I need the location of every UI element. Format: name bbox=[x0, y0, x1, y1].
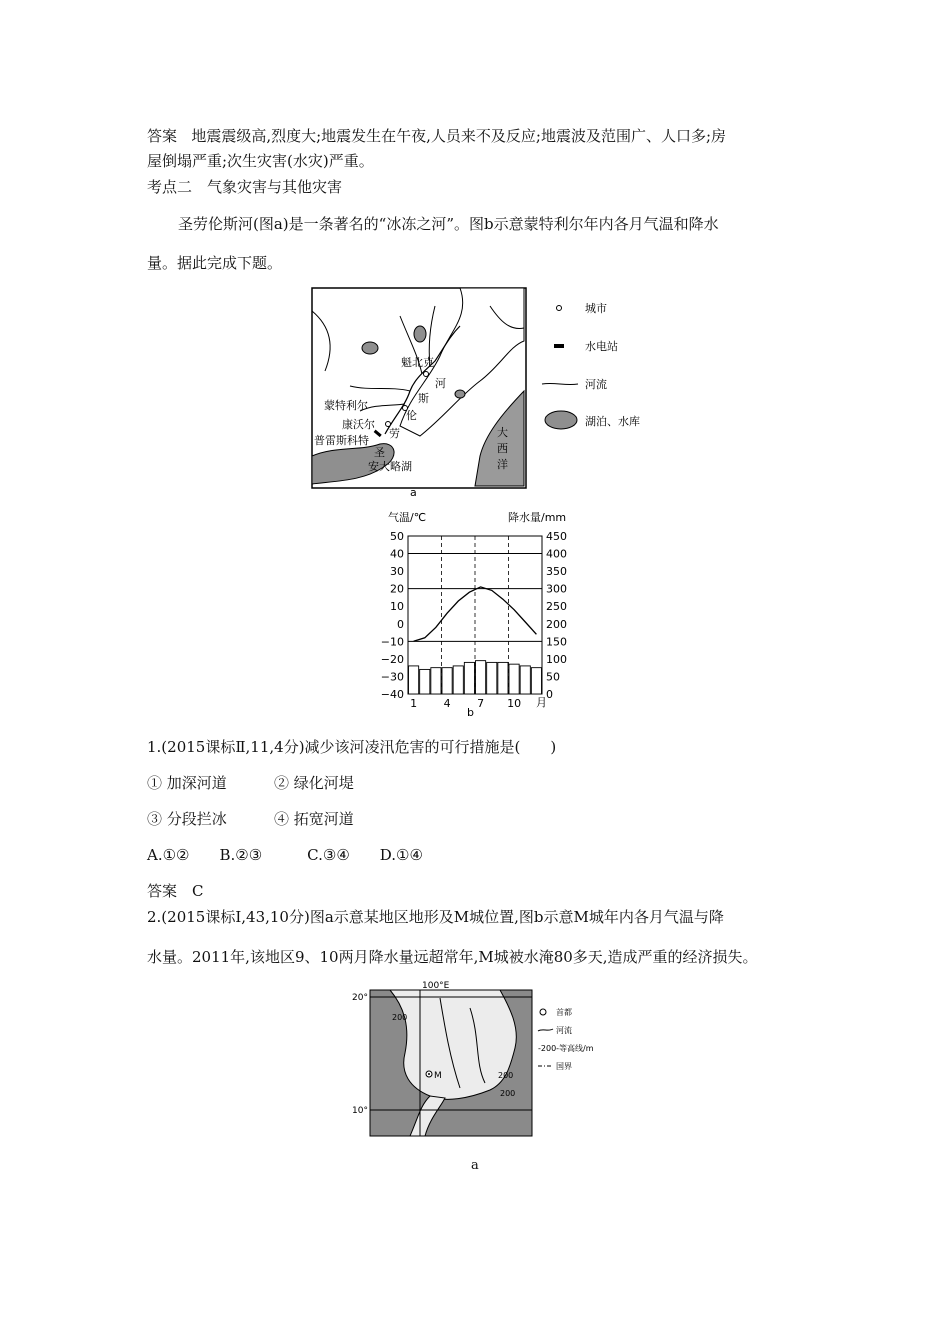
left-tick-label: 50 bbox=[390, 530, 404, 543]
right-tick-label: 250 bbox=[546, 600, 567, 614]
right-tick-label: 150 bbox=[546, 635, 567, 649]
xlabel: 月 bbox=[536, 696, 547, 709]
q2-line1: 2.(2015课标Ⅰ,43,10分)图a示意某地区地形及M城位置,图b示意M城年内各月气温与降 bbox=[147, 908, 724, 926]
label-quebec: 魁北克 bbox=[401, 356, 434, 369]
x-tick-label: 10 bbox=[507, 697, 522, 710]
legend2-capital-icon bbox=[540, 1009, 546, 1015]
legend2-river-icon bbox=[538, 1029, 553, 1031]
precip-bar bbox=[531, 668, 541, 694]
ylabel-left: 气温/℃ bbox=[388, 511, 427, 524]
right-tick-label: 400 bbox=[546, 547, 567, 561]
left-tick-label: −20 bbox=[380, 652, 404, 666]
precip-bar bbox=[509, 664, 519, 694]
answer-label: 答案 bbox=[147, 127, 178, 145]
x-tick-label: 1 bbox=[410, 697, 418, 710]
precip-bar bbox=[453, 666, 463, 694]
climate-chart bbox=[370, 508, 580, 718]
chart-caption: b bbox=[467, 706, 474, 718]
label-ocean-1: 大 bbox=[497, 426, 508, 439]
answer-prev-line2: 屋倒塌严重;次生灾害(水灾)严重。 bbox=[147, 152, 374, 170]
map-2 bbox=[350, 978, 610, 1140]
q1-option-1: ① 加深河道 bbox=[147, 774, 227, 792]
label-river-lao: 劳 bbox=[389, 427, 400, 440]
lon-label: 100°E bbox=[422, 981, 450, 991]
q1-option-2: ② 绿化河堤 bbox=[274, 774, 354, 792]
lat10-label: 10° bbox=[352, 1106, 368, 1116]
label-ocean-3: 洋 bbox=[497, 458, 508, 471]
q1-stem: 1.(2015课标Ⅱ,11,4分)减少该河凌汛危害的可行措施是( ) bbox=[147, 738, 557, 756]
label-river-he: 河 bbox=[435, 377, 446, 390]
precip-bar bbox=[442, 668, 452, 694]
left-tick-label: −30 bbox=[380, 670, 404, 684]
legend2-river: 河流 bbox=[556, 1026, 572, 1035]
right-tick-label: 0 bbox=[546, 688, 553, 701]
legend-station: 水电站 bbox=[585, 340, 618, 353]
legend-city-icon bbox=[557, 306, 562, 311]
legend2-capital: 首都 bbox=[556, 1008, 572, 1017]
legend-river-icon bbox=[542, 383, 578, 384]
legend-lake-icon bbox=[545, 411, 577, 429]
precip-bar bbox=[431, 668, 441, 694]
legend2-contour: -200-等高线/m bbox=[538, 1044, 594, 1053]
intro-line2: 量。据此完成下题。 bbox=[147, 254, 283, 272]
lat20-label: 20° bbox=[352, 993, 368, 1003]
contour-label-3: 200 bbox=[500, 1089, 516, 1098]
q1-answer: 答案 C bbox=[147, 882, 204, 900]
q1-option-4: ④ 拓宽河道 bbox=[274, 810, 354, 828]
precip-bar bbox=[409, 666, 419, 694]
legend-city: 城市 bbox=[585, 302, 607, 315]
lake-small-3 bbox=[455, 390, 465, 398]
right-tick-label: 200 bbox=[546, 617, 567, 631]
x-tick-label: 4 bbox=[443, 697, 451, 710]
left-tick-label: 30 bbox=[390, 565, 404, 579]
right-tick-label: 100 bbox=[546, 652, 567, 666]
section-title: 考点二 气象灾害与其他灾害 bbox=[147, 178, 343, 196]
legend2-border: 国界 bbox=[556, 1062, 572, 1071]
precip-bar bbox=[420, 669, 430, 694]
q1-option-3: ③ 分段拦冰 bbox=[147, 810, 227, 828]
city-m: M bbox=[434, 1071, 442, 1081]
city-cornwall bbox=[386, 422, 391, 427]
precip-bar bbox=[487, 662, 497, 694]
precip-bar bbox=[520, 666, 530, 694]
label-lake: 安大略湖 bbox=[368, 460, 412, 473]
map-a-caption: a bbox=[410, 486, 417, 498]
left-tick-label: −10 bbox=[380, 635, 404, 649]
label-cornwall: 康沃尔 bbox=[342, 418, 375, 431]
label-river-si: 斯 bbox=[418, 392, 429, 405]
ylabel-right: 降水量/mm bbox=[508, 511, 567, 524]
q2-line2: 水量。2011年,该地区9、10两月降水量远超常年,M城被水淹80多天,造成严重的经济损失。 bbox=[147, 948, 758, 966]
map-2-caption: a bbox=[471, 1158, 479, 1173]
label-river-lun: 伦 bbox=[406, 409, 417, 422]
right-tick-label: 350 bbox=[546, 565, 567, 579]
left-tick-label: 10 bbox=[390, 600, 404, 614]
left-tick-label: −40 bbox=[380, 688, 404, 701]
lake-small-1 bbox=[362, 342, 378, 354]
label-ocean-2: 西 bbox=[497, 442, 508, 455]
intro-line1: 圣劳伦斯河(图a)是一条著名的“冰冻之河”。图b示意蒙特利尔年内各月气温和降水 bbox=[178, 215, 719, 233]
precip-bar bbox=[476, 661, 486, 694]
label-river-sheng: 圣 bbox=[374, 446, 385, 459]
x-tick-label: 7 bbox=[477, 697, 485, 710]
legend-lake: 湖泊、水库 bbox=[585, 415, 640, 428]
contour-label-1: 200 bbox=[392, 1013, 408, 1022]
left-tick-label: 20 bbox=[390, 582, 404, 596]
precip-bar bbox=[464, 662, 474, 694]
city-quebec bbox=[424, 372, 429, 377]
right-tick-label: 300 bbox=[546, 582, 567, 596]
q1-choices: A.①② B.②③ C.③④ D.①④ bbox=[147, 846, 423, 864]
left-tick-label: 40 bbox=[390, 547, 404, 561]
map-a bbox=[310, 286, 660, 498]
legend-station-icon bbox=[554, 344, 564, 348]
label-montreal: 蒙特利尔 bbox=[324, 399, 368, 412]
right-tick-label: 450 bbox=[546, 530, 567, 543]
precip-bar bbox=[498, 662, 508, 694]
answer-prev-line1: 答案 地震震级高,烈度大;地震发生在午夜,人员来不及反应;地震波及范围广、人口多;房 bbox=[147, 127, 727, 145]
right-tick-label: 50 bbox=[546, 670, 560, 684]
contour-label-2: 200 bbox=[498, 1071, 514, 1080]
lake-small-2 bbox=[414, 326, 426, 342]
label-prescott: 普雷斯科特 bbox=[314, 434, 369, 447]
left-tick-label: 0 bbox=[397, 617, 404, 631]
legend-river: 河流 bbox=[585, 378, 607, 391]
